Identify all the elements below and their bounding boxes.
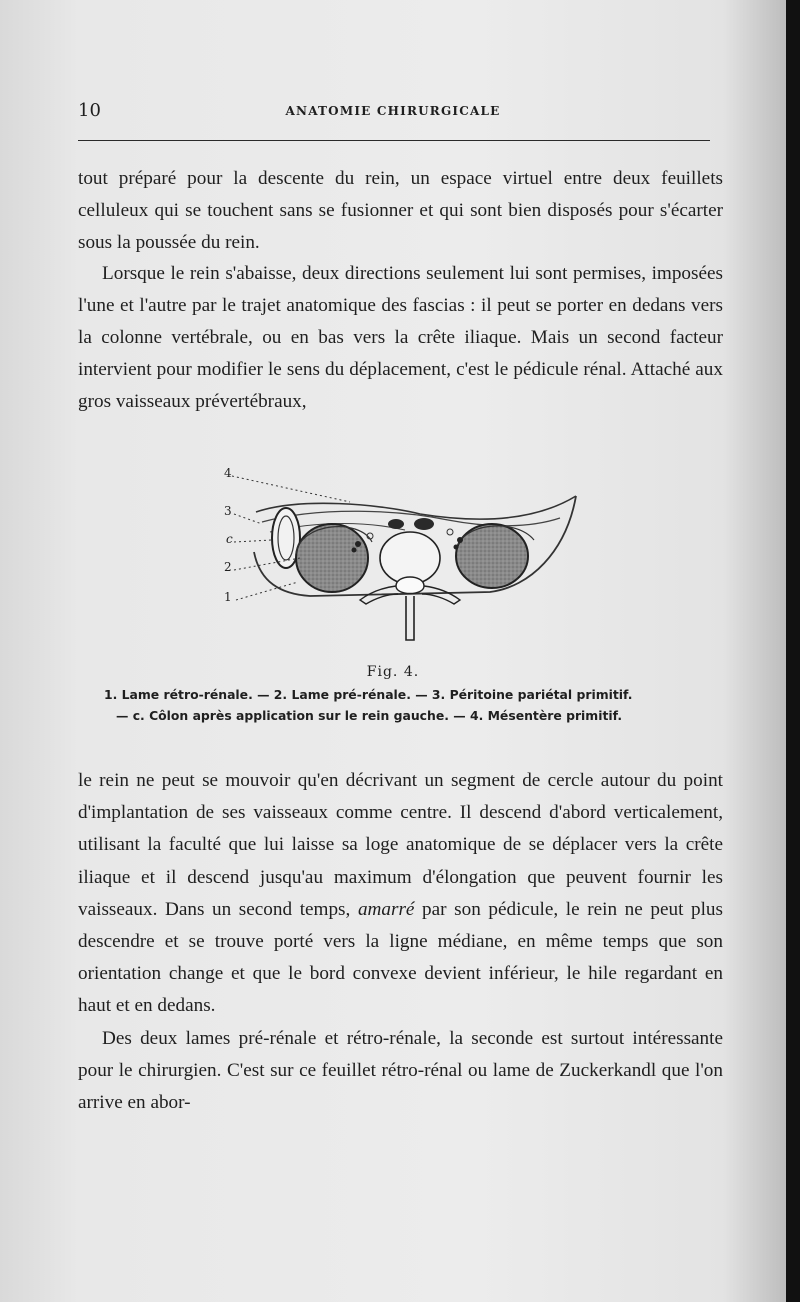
peritoneum-line <box>256 496 576 519</box>
caption-line-2: — c. Côlon après application sur le rein gauche. — 4. Mésentère primitif. <box>116 708 623 723</box>
vertebral-body <box>380 532 440 584</box>
figure-label-4: 4 <box>224 466 232 480</box>
figure-label-3: 3 <box>224 504 232 518</box>
running-title: ANATOMIE CHIRURGICALE <box>285 104 501 118</box>
paragraph-3-part-2: par son pédicule, le rein ne peut plus descendre et se trouve porté vers la ligne médiane, en même temps que son orientation change et que le bord convexe devient inférieur, le hile regardant en haut et en dedans. <box>78 898 723 1017</box>
spinous-process <box>406 596 414 640</box>
paragraph-4: Des deux lames pré-rénale et rétro-rénale, la seconde est surtout intéressante pour le chirurgien. C'est sur ce feuillet rétro-rénal ou lame de Zuckerkandl que l'on arrive en abor- <box>78 1027 723 1114</box>
caption-line-1: 1. Lame rétro-rénale. — 2. Lame pré-rénale. — 3. Péritoine pariétal primitif. <box>104 687 633 702</box>
transverse-process-right <box>422 586 460 604</box>
page-number: 10 <box>78 100 101 121</box>
text-block-top <box>78 163 723 417</box>
left-kidney <box>296 524 368 592</box>
figure-title: Fig. 4. <box>366 664 420 680</box>
figure-4-diagram <box>200 462 600 652</box>
text-block-bottom <box>78 765 723 1119</box>
figure-label-2: 2 <box>224 560 232 574</box>
paragraph-3-emphasis: amarré <box>357 898 415 920</box>
fascia-line-1 <box>262 511 560 526</box>
paragraph-1: tout préparé pour la descente du rein, un espace virtuel entre deux feuillets celluleux qui se touchent sans se fusionner et qui sont bien disposés pour s'écarter sous la poussée du rein. <box>78 168 723 253</box>
vena-cava <box>414 518 434 530</box>
aorta <box>388 519 404 529</box>
page-edge-shadow <box>786 0 800 1302</box>
right-kidney <box>456 524 528 588</box>
paragraph-3-part-1: le rein ne peut se mouvoir qu'en décrivant un segment de cercle autour du point d'implantation de ses vaisseaux comme centre. Il descend d'abord verticalement, utilisant la faculté que lui laisse sa loge anatomique de se déplacer vers la crête iliaque et il descend jusqu'au maximum d'élongation que peuvent fournir les vaisseaux. Dans un second temps, <box>78 770 723 920</box>
header-rule <box>78 140 710 141</box>
kidney-cross-section-drawing <box>200 462 600 652</box>
paragraph-2: Lorsque le rein s'abaisse, deux directions seulement lui sont permises, imposées l'une et l'autre par le trajet anatomique des fascias : il peut se porter en dedans vers la colonne vertébrale, ou en bas vers la crête iliaque. Mais un second facteur intervient pour modifier le sens du déplacement, c'est le pédicule rénal. Attaché aux gros vaisseaux prévertébraux, <box>78 263 723 412</box>
figure-label-1: 1 <box>224 590 232 604</box>
page-header <box>78 100 708 124</box>
figure-label-c: c <box>226 532 233 546</box>
spinal-canal <box>396 577 424 594</box>
figure-caption <box>104 684 722 726</box>
